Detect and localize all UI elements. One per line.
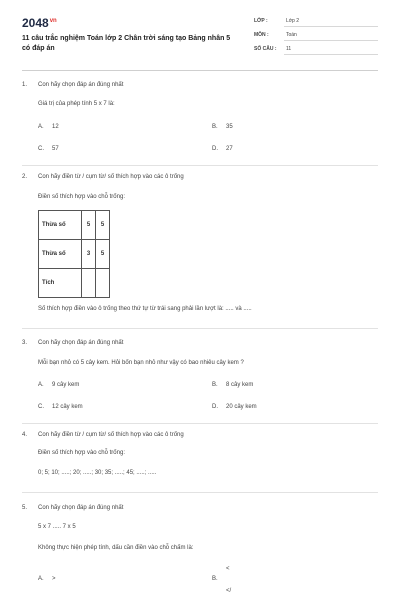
question-separator: [22, 423, 378, 424]
table-row: [39, 269, 110, 298]
logo-suffix: vn: [49, 18, 57, 24]
header-divider: [22, 70, 378, 71]
meta-class: [254, 18, 378, 27]
option-key: D.: [212, 146, 218, 152]
option-c[interactable]: [38, 404, 83, 410]
option-value: 20 cây kem: [226, 404, 257, 410]
meta-label: SỐ CÂU :: [254, 46, 277, 52]
option-c[interactable]: [38, 146, 59, 152]
question-text: Điền số thích hợp vào chỗ trống:: [38, 194, 125, 200]
option-value: 27: [226, 146, 233, 152]
option-key: C.: [38, 146, 44, 152]
table-cell: 3: [82, 240, 96, 269]
row-label: Thừa số: [39, 240, 82, 269]
question-prompt: Con hãy chọn đáp án đúng nhất: [38, 340, 124, 346]
option-value: 12: [52, 124, 59, 130]
site-logo[interactable]: [22, 16, 57, 30]
question-text: Điền số thích hợp vào chỗ trống:: [38, 450, 125, 456]
option-key: B.: [212, 576, 218, 582]
option-key: D.: [212, 404, 218, 410]
option-key: B.: [212, 124, 218, 130]
question-prompt: Con hãy điền từ / cụm từ/ số thích hợp vào các ô trống: [38, 174, 184, 180]
meta-label: LỚP :: [254, 18, 268, 24]
option-b[interactable]: [212, 382, 253, 388]
table-cell: 5: [82, 211, 96, 240]
option-value: >: [52, 576, 56, 582]
table-row: [39, 240, 110, 269]
question-text: Mỗi bạn nhỏ có 5 cây kem. Hỏi bốn bạn nhỏ như vậy có bao nhiêu cây kem ?: [38, 360, 244, 366]
table-row: [39, 211, 110, 240]
meta-value: 11: [284, 46, 378, 55]
question-prompt: Con hãy chọn đáp án đúng nhất: [38, 505, 124, 511]
table-cell: 5: [96, 211, 110, 240]
answer-cell[interactable]: [82, 269, 96, 298]
question-separator: [22, 165, 378, 166]
option-b-extra: </: [226, 588, 232, 594]
row-label: Tích: [39, 269, 82, 298]
question-prompt: Con hãy chọn đáp án đúng nhất: [38, 82, 124, 88]
option-key: A.: [38, 382, 44, 388]
meta-count: [254, 46, 378, 55]
question-number: 5.: [22, 505, 28, 511]
option-value: 57: [52, 146, 59, 152]
document-title: 11 câu trắc nghiệm Toán lớp 2 Chân trời sáng tạo Bảng nhân 5 có đáp án: [22, 35, 231, 52]
option-value: 9 cây kem: [52, 382, 80, 388]
meta-subject: [254, 32, 378, 41]
question-prompt: Con hãy điền từ / cụm từ/ số thích hợp vào các ô trống: [38, 432, 184, 438]
meta-value: Lớp 2: [284, 18, 378, 27]
option-d[interactable]: [212, 404, 257, 410]
comparison-expression: 5 x 7 ..... 7 x 5: [38, 524, 76, 530]
option-b[interactable]: [212, 124, 233, 130]
question-number: 3.: [22, 340, 28, 346]
option-value: 12 cây kem: [52, 404, 83, 410]
meta-label: MÔN :: [254, 32, 269, 38]
option-key: A.: [38, 576, 44, 582]
number-sequence: 0; 5; 10; .....; 20; .....; 30; 35; .....; 45; .....; .....: [38, 470, 157, 476]
option-a[interactable]: [38, 576, 56, 582]
option-d[interactable]: [212, 146, 233, 152]
meta-value: Toán: [284, 32, 378, 41]
option-b[interactable]: [212, 566, 230, 582]
option-key: B.: [212, 382, 218, 388]
option-value: 8 cây kem: [226, 382, 254, 388]
question-separator: [22, 492, 378, 493]
question-text: Giá trị của phép tính 5 x 7 là:: [38, 101, 115, 107]
question-number: 2.: [22, 174, 28, 180]
option-value: 35: [226, 124, 233, 130]
question-separator: [22, 328, 378, 329]
option-key: A.: [38, 124, 44, 130]
question-number: 1.: [22, 82, 28, 88]
option-a[interactable]: [38, 124, 59, 130]
question-number: 4.: [22, 432, 28, 438]
option-a[interactable]: [38, 382, 79, 388]
question-text: Không thực hiện phép tính, dấu cần điền vào chỗ chấm là:: [38, 545, 194, 551]
row-label: Thừa số: [39, 211, 82, 240]
option-value: <: [226, 566, 230, 572]
question-footer: Số thích hợp điền vào ô trống theo thứ tự từ trái sang phải lần lượt là: ..... và .....: [38, 306, 252, 312]
option-key: C.: [38, 404, 44, 410]
fill-in-table: [38, 210, 110, 298]
table-cell: 5: [96, 240, 110, 269]
logo-text: 2048: [22, 16, 49, 30]
answer-cell[interactable]: [96, 269, 110, 298]
